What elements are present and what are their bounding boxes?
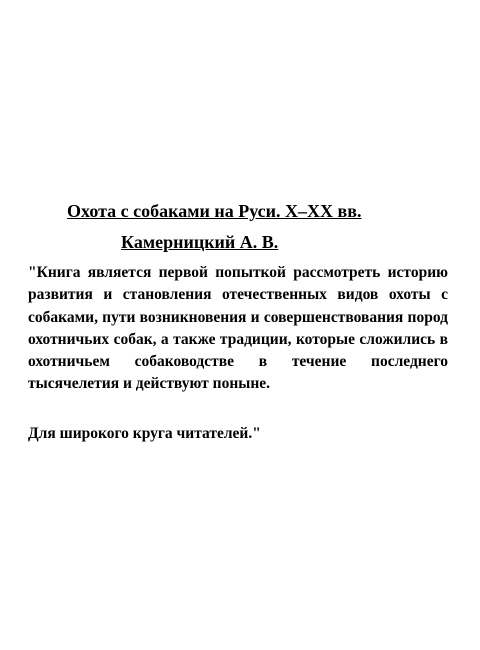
book-audience: Для широкого круга читателей." xyxy=(28,425,261,442)
book-description: "Книга является первой попыткой рассмотреть историю развития и становления отечественных видов охоты с собаками, пути возникновения и совершенствования пород охотничьих собак, а также традиции, которые сложились в охотничьем собаководстве в течение последнего тысячелетия и действуют поныне. xyxy=(28,264,448,393)
book-title: Охота с собаками на Руси. X–XX вв. xyxy=(67,201,362,221)
book-author: Камерницкий А. В. xyxy=(121,232,279,252)
